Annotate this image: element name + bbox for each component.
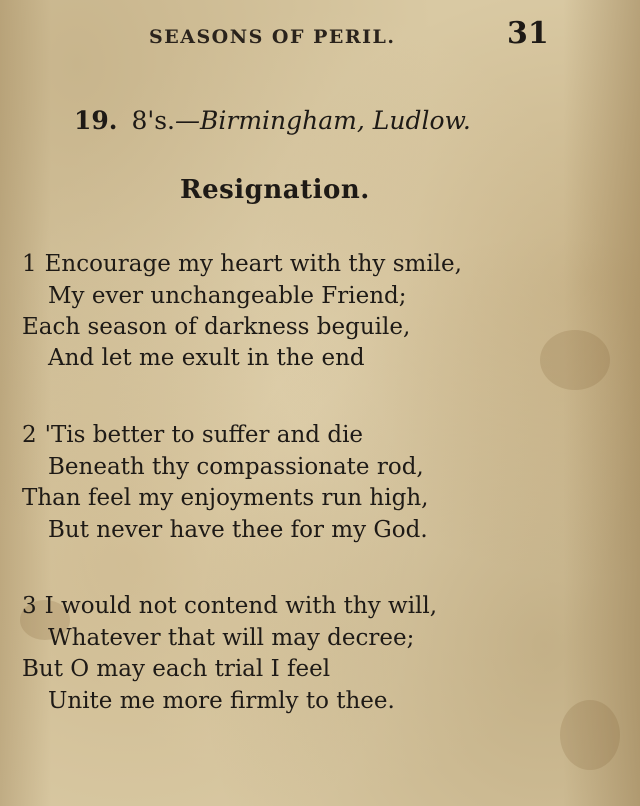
stanza-line: But O may each trial I feel — [22, 656, 331, 682]
stanza-number: 1 — [22, 251, 37, 277]
stanza-number: 2 — [22, 422, 37, 448]
hymn-heading — [74, 106, 471, 135]
hymn-tunes: —Birmingham, Ludlow. — [175, 106, 471, 135]
stain — [540, 330, 610, 390]
stanza-line: Each season of darkness beguile, — [22, 314, 411, 340]
stanza-line: But never have thee for my God. — [48, 517, 428, 543]
stanza-line-text: 'Tis better to suffer and die — [44, 422, 364, 448]
hymn-title: Resignation. — [180, 175, 370, 205]
hymn-number: 19. — [74, 106, 118, 135]
stanza-line: Beneath thy compassionate rod, — [48, 454, 424, 480]
stanza-line-text: Encourage my heart with thy smile, — [44, 251, 462, 277]
page-number: 31 — [507, 16, 549, 51]
stanza-line — [22, 424, 363, 447]
stanza-line-text: I would not contend with thy will, — [44, 593, 438, 619]
stanza-number: 3 — [22, 593, 37, 619]
stain — [560, 700, 620, 770]
stanza-line: My ever unchangeable Friend; — [48, 283, 407, 309]
stanza-line: Than feel my enjoyments run high, — [22, 485, 429, 511]
stanza-line: Unite me more firmly to thee. — [48, 688, 395, 714]
stanza-line: And let me exult in the end — [48, 345, 365, 371]
stanza-line — [22, 253, 462, 276]
stanza-line — [22, 595, 437, 618]
hymn-meter: 8's. — [131, 106, 176, 135]
stanza-line: Whatever that will may decree; — [48, 625, 415, 651]
running-head: SEASONS OF PERIL. — [149, 26, 396, 48]
